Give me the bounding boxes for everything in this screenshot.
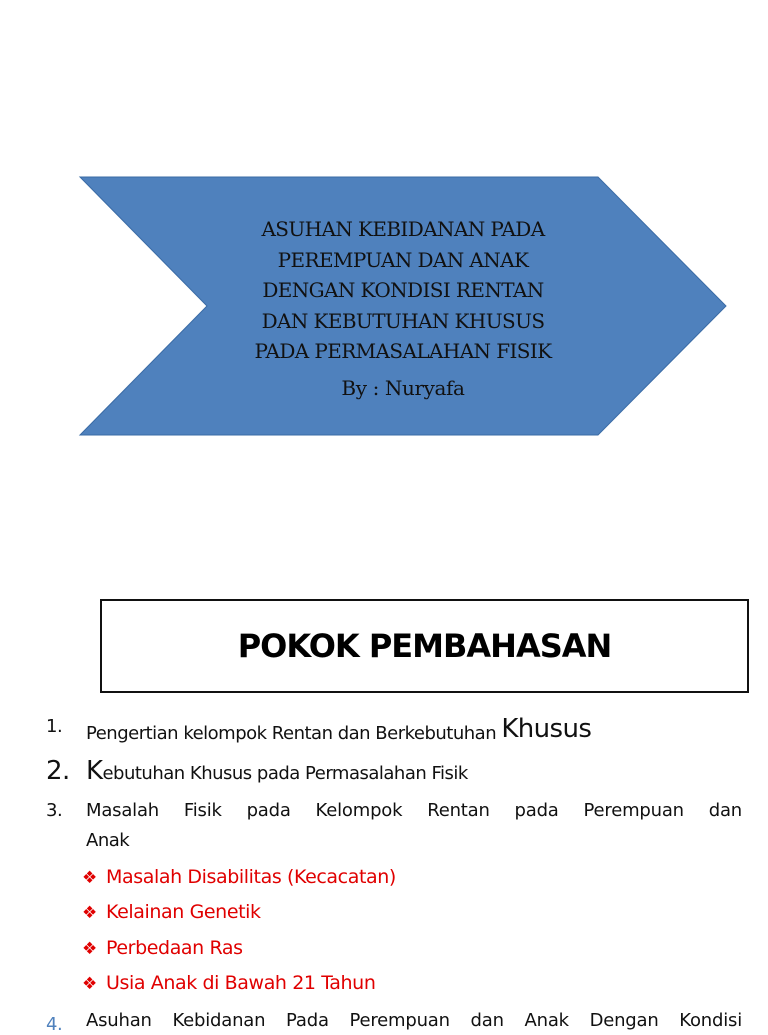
diamond-bullet-icon: ❖ — [82, 974, 97, 994]
list-number: 3. — [46, 800, 63, 821]
list-number: 2. — [46, 756, 70, 786]
list-text — [86, 756, 468, 786]
sub-list-text: Kelainan Genetik — [106, 901, 261, 923]
list-text-large: K — [86, 756, 103, 786]
list-text-line: Masalah Fisik pada Kelompok Rentan pada Perempuan dan — [86, 800, 742, 821]
diamond-bullet-icon: ❖ — [82, 868, 97, 888]
sub-list-text: Perbedaan Ras — [106, 937, 243, 959]
sub-list-item — [82, 937, 243, 959]
title-line: PADA PERMASALAHAN FISIK — [254, 339, 552, 363]
list-text-main: ebutuhan Khusus pada Permasalahan Fisik — [102, 763, 468, 784]
section-heading: POKOK PEMBAHASAN — [237, 627, 612, 665]
section-heading-box — [100, 599, 749, 693]
list-text-main: Pengertian kelompok Rentan dan Berkebutuhan — [86, 723, 502, 744]
title-line: PEREMPUAN DAN ANAK — [277, 247, 529, 272]
list-text-line: Asuhan Kebidanan Pada Perempuan dan Anak Dengan Kondisi — [86, 1010, 742, 1031]
sub-list-text: Usia Anak di Bawah 21 Tahun — [106, 972, 376, 994]
chevron-title — [190, 214, 616, 403]
list-text-line: Anak — [86, 830, 130, 851]
list-number: 1. — [46, 716, 63, 737]
sub-list-item — [82, 901, 261, 923]
title-line: DAN KEBUTUHAN KHUSUS — [261, 308, 545, 333]
author-byline: By : Nuryafa — [341, 375, 465, 400]
sub-list-item — [82, 866, 396, 888]
sub-list-text: Masalah Disabilitas (Kecacatan) — [106, 866, 396, 888]
sub-list-item — [82, 972, 375, 994]
list-number: 4. — [46, 1014, 63, 1035]
title-line: ASUHAN KEBIDANAN PADA — [261, 217, 545, 241]
list-text-large: Khusus — [501, 714, 592, 744]
title-line: DENGAN KONDISI RENTAN — [262, 278, 544, 302]
diamond-bullet-icon: ❖ — [82, 903, 97, 923]
diamond-bullet-icon: ❖ — [82, 939, 97, 959]
list-text — [86, 716, 591, 746]
